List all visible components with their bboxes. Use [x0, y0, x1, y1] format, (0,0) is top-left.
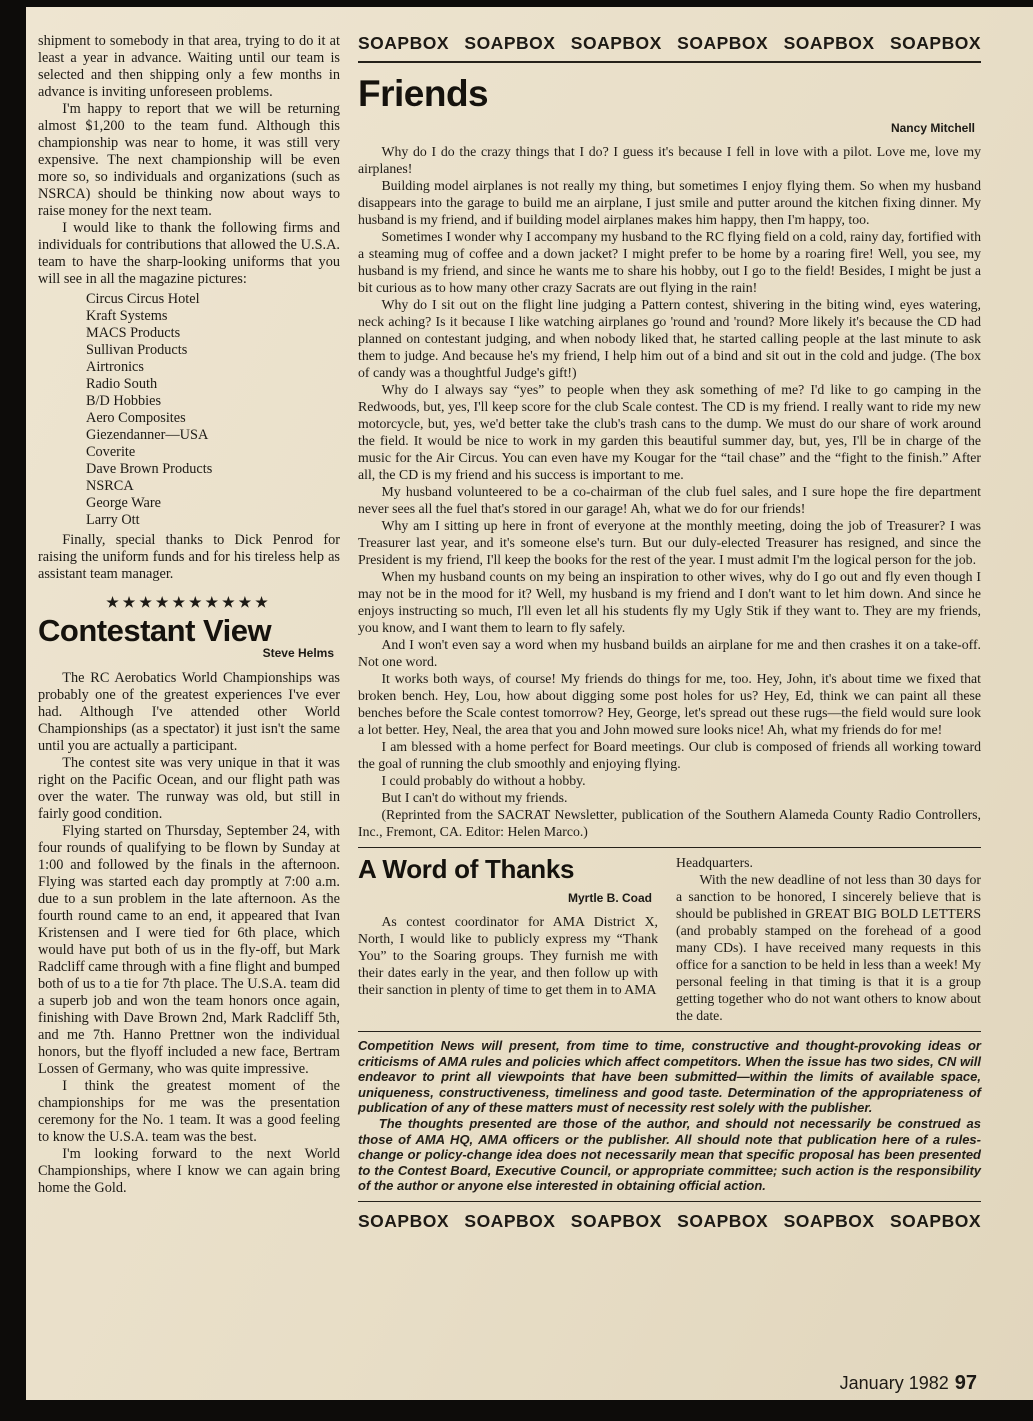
- friends-body: [358, 143, 981, 840]
- left-column: [38, 33, 340, 1232]
- issue-date: January 1982: [839, 1373, 949, 1393]
- right-column: [358, 33, 981, 1232]
- word-of-thanks-section: [358, 854, 981, 1024]
- word-of-thanks-title: A Word of Thanks: [358, 854, 575, 884]
- paragraph: The RC Aerobatics World Championships was probably one of the greatest experiences I've ever had. Although I've attended other World Championships (as a spectator) it just isn't the same until you are actually a participant.: [38, 670, 340, 754]
- sponsor-item: Radio South: [86, 376, 158, 392]
- paragraph: With the new deadline of not less than 30 days for a sanction to be honored, I sincerely believe that is should be published in GREAT BIG BOLD LETTERS (and probably stamped on the forehead of a good many CDs). I have received many requests in this office for a sanction to be held in less than a week! My personal feeling in that timing is that it is a group getting together who do not want others to know about the date.: [676, 872, 981, 1023]
- scan-border-top: [0, 0, 1033, 7]
- contestant-view-body: [38, 670, 340, 1197]
- paragraph: But I can't do without my friends.: [381, 790, 568, 805]
- horizontal-rule: [358, 1031, 981, 1032]
- paragraph: shipment to somebody in that area, trying to do it at least a year in advance. Waiting until our team is selected and then shipping only a few months in advance is inviting unforeseen problems.: [38, 33, 340, 100]
- paragraph: I think the greatest moment of the championships for me was the presentation ceremony for the No. 1 team. It was a good feeling to know the U.S.A. team was the best.: [38, 1078, 340, 1145]
- horizontal-rule: [358, 61, 981, 63]
- sponsor-item: MACS Products: [86, 325, 181, 341]
- sponsor-item: Larry Ott: [86, 512, 140, 528]
- sponsor-item: NSRCA: [86, 478, 134, 494]
- sponsor-item: Airtronics: [86, 359, 144, 375]
- word-of-thanks-body-left: [358, 913, 658, 998]
- soapbox-footer: SOAPBOX SOAPBOX SOAPBOX SOAPBOX SOAPBOX SOAPBOX: [358, 1210, 981, 1231]
- paragraph: My husband volunteered to be a co-chairman of the club fuel sales, and I sure hope the fire department never sees all the fuel that's stored in our garage! Ah, what we do for our friends!: [358, 484, 981, 516]
- paragraph: Headquarters.: [676, 855, 753, 870]
- paragraph: I'm happy to report that we will be returning almost $1,200 to the team fund. Although this championship was near to home, it was still very expensive. The next championship will be even more so, so individuals and organizations (such as NSRCA) should be thinking now about ways to raise money for the next team.: [38, 101, 340, 219]
- soapbox-header: SOAPBOX SOAPBOX SOAPBOX SOAPBOX SOAPBOX SOAPBOX: [358, 33, 981, 53]
- sponsor-item: George Ware: [86, 495, 161, 511]
- paragraph: Why do I always say “yes” to people when they ask something of me? I'd like to go camping in the Redwoods, but, yes, I'll keep score for the club Scale contest. The CD is my friend. I really want to ride my new motorcycle, but, yes, we'd better take the club's trash cans to the dump. We must do our share of work around the field. It would be nice to work in my garden this beautiful summer day, but, yes, I'll be in charge of the music for the Air Circus. You can even have my Kougar for the “tail chase” and the “fight to the finish.” After all, the CD is my friend and his success is important to me.: [358, 382, 981, 482]
- paragraph: I'm looking forward to the next World Championships, where I know we can again bring home the Gold.: [38, 1146, 340, 1196]
- paragraph: Building model airplanes is not really my thing, but sometimes I enjoy flying them. So when my husband disappears into the garage to build me an airplane, I just smile and putter around the kitchen fixing dinner. My husband is my friend, and if building model airplanes makes him happy, then I'm happy, too.: [358, 178, 981, 227]
- contestant-view-title: Contestant View: [38, 613, 272, 648]
- paragraph: (Reprinted from the SACRAT Newsletter, publication of the Southern Alameda County Radio Controllers, Inc., Fremont, CA. Editor: Helen Marco.): [358, 807, 981, 839]
- sponsor-item: B/D Hobbies: [86, 393, 162, 409]
- sponsor-item: Giezendanner—USA: [86, 427, 209, 443]
- page-number: 97: [954, 1372, 977, 1394]
- paragraph: I am blessed with a home perfect for Board meetings. Our club is composed of friends all working toward the goal of running the club smoothly and enjoying flying.: [358, 739, 981, 771]
- notice-paragraph: The thoughts presented are those of the author, and should not necessarily be construed as those of AMA HQ, AMA officers or the publisher. All should note that publication here of a rules-change or policy-change idea does not necessarily mean that specific proposal has been presented to the Contest Board, Executive Council, or appropriate committee; such action is the responsibility of the author or anyone else interested in obtaining official action.: [358, 1115, 981, 1194]
- paragraph: The contest site was very unique in that it was right on the Pacific Ocean, and our flight path was over the water. The runway was old, but still in fairly good condition.: [38, 755, 340, 822]
- friends-title: Friends: [358, 73, 489, 114]
- paragraph: It works both ways, of course! My friends do things for me, too. Hey, John, it's about time we fixed that broken bench. Hey, Lou, how about digging some post holes for us? Hey, Ed, think we can paint all these benches before the Scale contest tomorrow? Hey, George, let's spread out these rugs—the field would sure look a lot better. Hey, Neal, the area that you and John mowed sure looks nice! Ah, what my friends do for me!: [358, 671, 981, 737]
- paragraph: I would like to thank the following firms and individuals for contributions that allowed the U.S.A. team to have the sharp-looking uniforms that you will see in all the magazine pictures:: [38, 220, 340, 287]
- notice-paragraph: Competition News will present, from time to time, constructive and thought-provoking ideas or criticisms of AMA rules and policies which affect competitors. When the issue has two sides, CN will endeavor to print all viewpoints that have been submitted—within the limits of available space, uniqueness, constructiveness, timeliness and good taste. Determination of the appropriateness of publication of any of these matters must of necessity rest solely with the publisher.: [358, 1038, 981, 1116]
- paragraph: Flying started on Thursday, September 24, with four rounds of qualifying to be flown by Sunday at 1:00 and followed by the finals in the afternoon. Flying was started each day promptly at 7:00 a.m. due to a sun problem in the late afternoon. As the fourth round came to an end, it appeared that Ivan Kristensen and I were tied for 6th place, which would have put both of us in the fly-off, but Mark Radcliff came through with a fine flight and bumped both of us to a tie for 7th place. The U.S.A. team did a superb job and won the team honors once again, finishing with Dave Brown 2nd, Mark Radcliff 5th, and me 7th. Hanno Prettner won the individual honors, but the flyoff included a new face, Bertram Lossen of Germany, who was quite impressive.: [38, 823, 340, 1077]
- sponsor-item: Circus Circus Hotel: [86, 291, 200, 307]
- word-of-thanks-left: [358, 854, 658, 1024]
- continuation-text: [38, 33, 340, 288]
- page-paper: [26, 7, 1033, 1400]
- friends-byline: Nancy Mitchell: [890, 121, 975, 135]
- horizontal-rule: [358, 1201, 981, 1202]
- page-footer: [840, 1372, 977, 1395]
- sponsor-item: Coverite: [86, 444, 136, 460]
- paragraph: I could probably do without a hobby.: [381, 773, 586, 788]
- paragraph: Why do I do the crazy things that I do? I guess it's because I fell in love with a pilot. Love me, love my airplanes!: [358, 144, 981, 176]
- paragraph: When my husband counts on my being an inspiration to other wives, why do I go out and fly even though I may not be in the mood for it? Well, my husband is my friend and I don't want to let him down. And since he enjoys instructing so much, I'll even let all his students fly my Ugly Stik if they want to. They are my friends, you know, and I want them to learn to fly safely.: [358, 569, 981, 635]
- paragraph: As contest coordinator for AMA District X, North, I would like to publicly express my “Thank You” to the Soaring groups. They furnish me with their dates early in the year, and then follow up with their sanction in plenty of time to get them in to AMA: [358, 914, 658, 997]
- sponsor-item: Aero Composites: [86, 410, 186, 426]
- scan-border-left: [0, 0, 26, 1421]
- sponsor-item: Dave Brown Products: [86, 461, 213, 477]
- sponsor-item: Sullivan Products: [86, 342, 188, 358]
- editorial-notice: [358, 1038, 981, 1194]
- paragraph: And I won't even say a word when my husband builds an airplane for me and then crashes it on a take-off. Not one word.: [358, 637, 981, 669]
- closing-paragraph: Finally, special thanks to Dick Penrod for raising the uniform funds and for his tireless help as assistant team manager.: [38, 532, 340, 582]
- sponsor-list: [86, 291, 340, 529]
- contestant-view-byline: Steve Helms: [262, 646, 334, 660]
- page-columns: [26, 7, 1033, 1232]
- paragraph: Sometimes I wonder why I accompany my husband to the RC flying field on a cold, rainy day, fortified with a steaming mug of coffee and a down jacket? I might prefer to be home by a roaring fire! Well, you see, my husband is my friend, and since he wants me to share his hobby, out I go to the field! Besides, I might be just a bit curious as to how many other crazy Sacrats are out flying in the rain!: [358, 229, 981, 295]
- stars-divider: ★★★★★★★★★★: [106, 596, 272, 611]
- paragraph: Why am I sitting up here in front of everyone at the monthly meeting, doing the job of Treasurer? I was Treasurer last year, and it's someone else's turn. But our duly-elected Treasurer has resigned, and since the President is my friend, I'll keep the books for the rest of the year. I must admit I'm the logical person for the job.: [358, 518, 981, 567]
- paragraph: Why do I sit out on the flight line judging a Pattern contest, shivering in the biting wind, eyes watering, neck aching? Is it because I like watching airplanes go 'round and 'round? More likely it's because the CD had planned on contestant judging, and when nobody liked that, he started calling people at the last minute to ask them to judge. And because he's my friend, I help him out of a bind and sit out in the cold and judge. (The box of candy was a thoughtful Judge's gift!): [358, 297, 981, 380]
- scan-border-bottom: [0, 1400, 1033, 1421]
- horizontal-rule: [358, 847, 981, 848]
- sponsor-item: Kraft Systems: [86, 308, 168, 324]
- word-of-thanks-body-right: [676, 854, 981, 1024]
- word-of-thanks-byline: Myrtle B. Coad: [567, 891, 652, 905]
